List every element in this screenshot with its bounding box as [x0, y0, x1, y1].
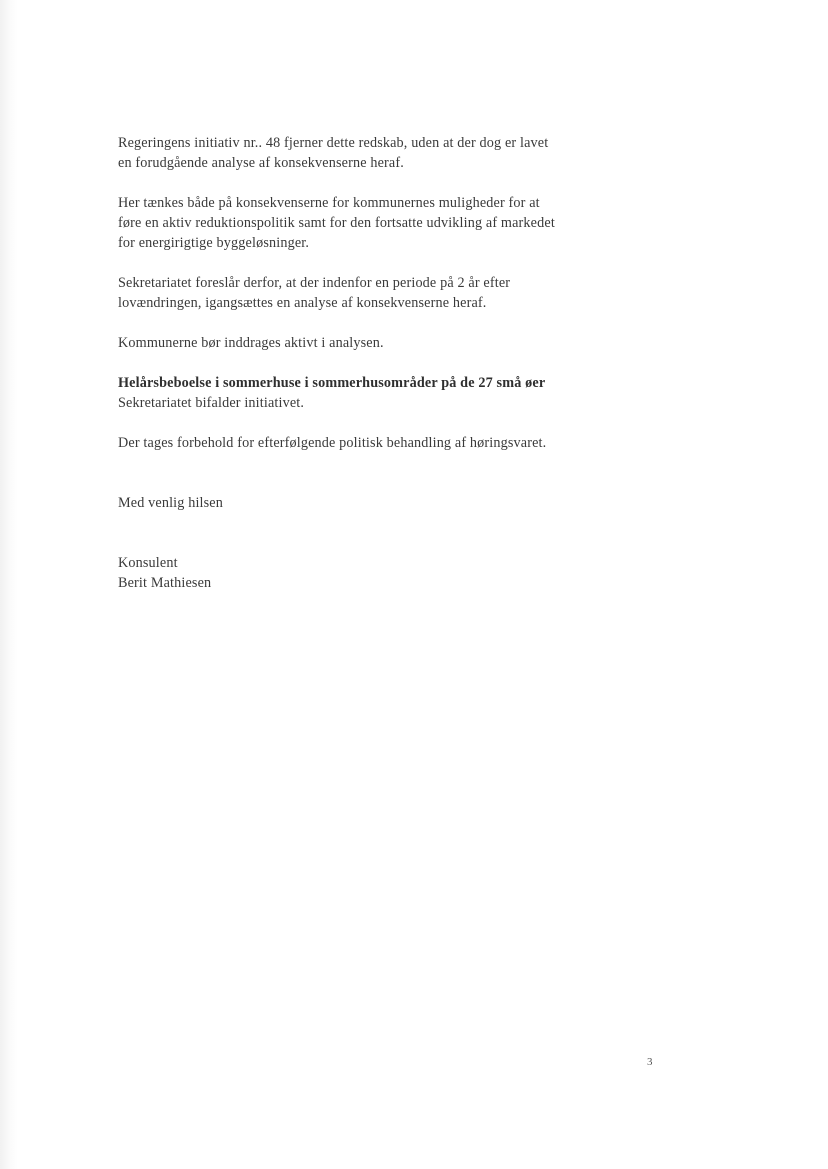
- text-line: Her tænkes både på konsekvenserne for kommunernes muligheder for at: [118, 195, 540, 211]
- closing-greeting: Med venlig hilsen: [118, 495, 224, 511]
- page-number: 3: [647, 1056, 653, 1068]
- letter-body: [118, 133, 618, 593]
- signature-title: Konsulent: [118, 555, 178, 571]
- text-line: føre en aktiv reduktionspolitik samt for den fortsatte udvikling af markedet: [118, 215, 555, 231]
- paragraph-municipalities: Kommunerne bør inddrages aktivt i analysen.: [118, 335, 384, 351]
- text-line: for energirigtige byggeløsninger.: [118, 235, 310, 251]
- text-line: lovændringen, igangsættes en analyse af konsekvenserne heraf.: [118, 295, 487, 311]
- section-heading: Helårsbeboelse i sommerhuse i sommerhusområder på de 27 små øer: [118, 375, 546, 391]
- paragraph-initiative-48: [118, 133, 618, 173]
- text-line: Regeringens initiativ nr.. 48 fjerner dette redskab, uden at der dog er lavet: [118, 135, 549, 151]
- signature-name: Berit Mathiesen: [118, 575, 212, 591]
- text-line: Sekretariatet foreslår derfor, at der indenfor en periode på 2 år efter: [118, 275, 511, 291]
- scan-edge-shadow: [0, 0, 18, 1169]
- text-line: en forudgående analyse af konsekvenserne heraf.: [118, 155, 404, 171]
- paragraph-consequences: [118, 193, 618, 253]
- paragraph-proposal: [118, 273, 618, 313]
- section-text: Sekretariatet bifalder initiativet.: [118, 395, 305, 411]
- reservation-note: Der tages forbehold for efterfølgende politisk behandling af høringsvaret.: [118, 435, 547, 451]
